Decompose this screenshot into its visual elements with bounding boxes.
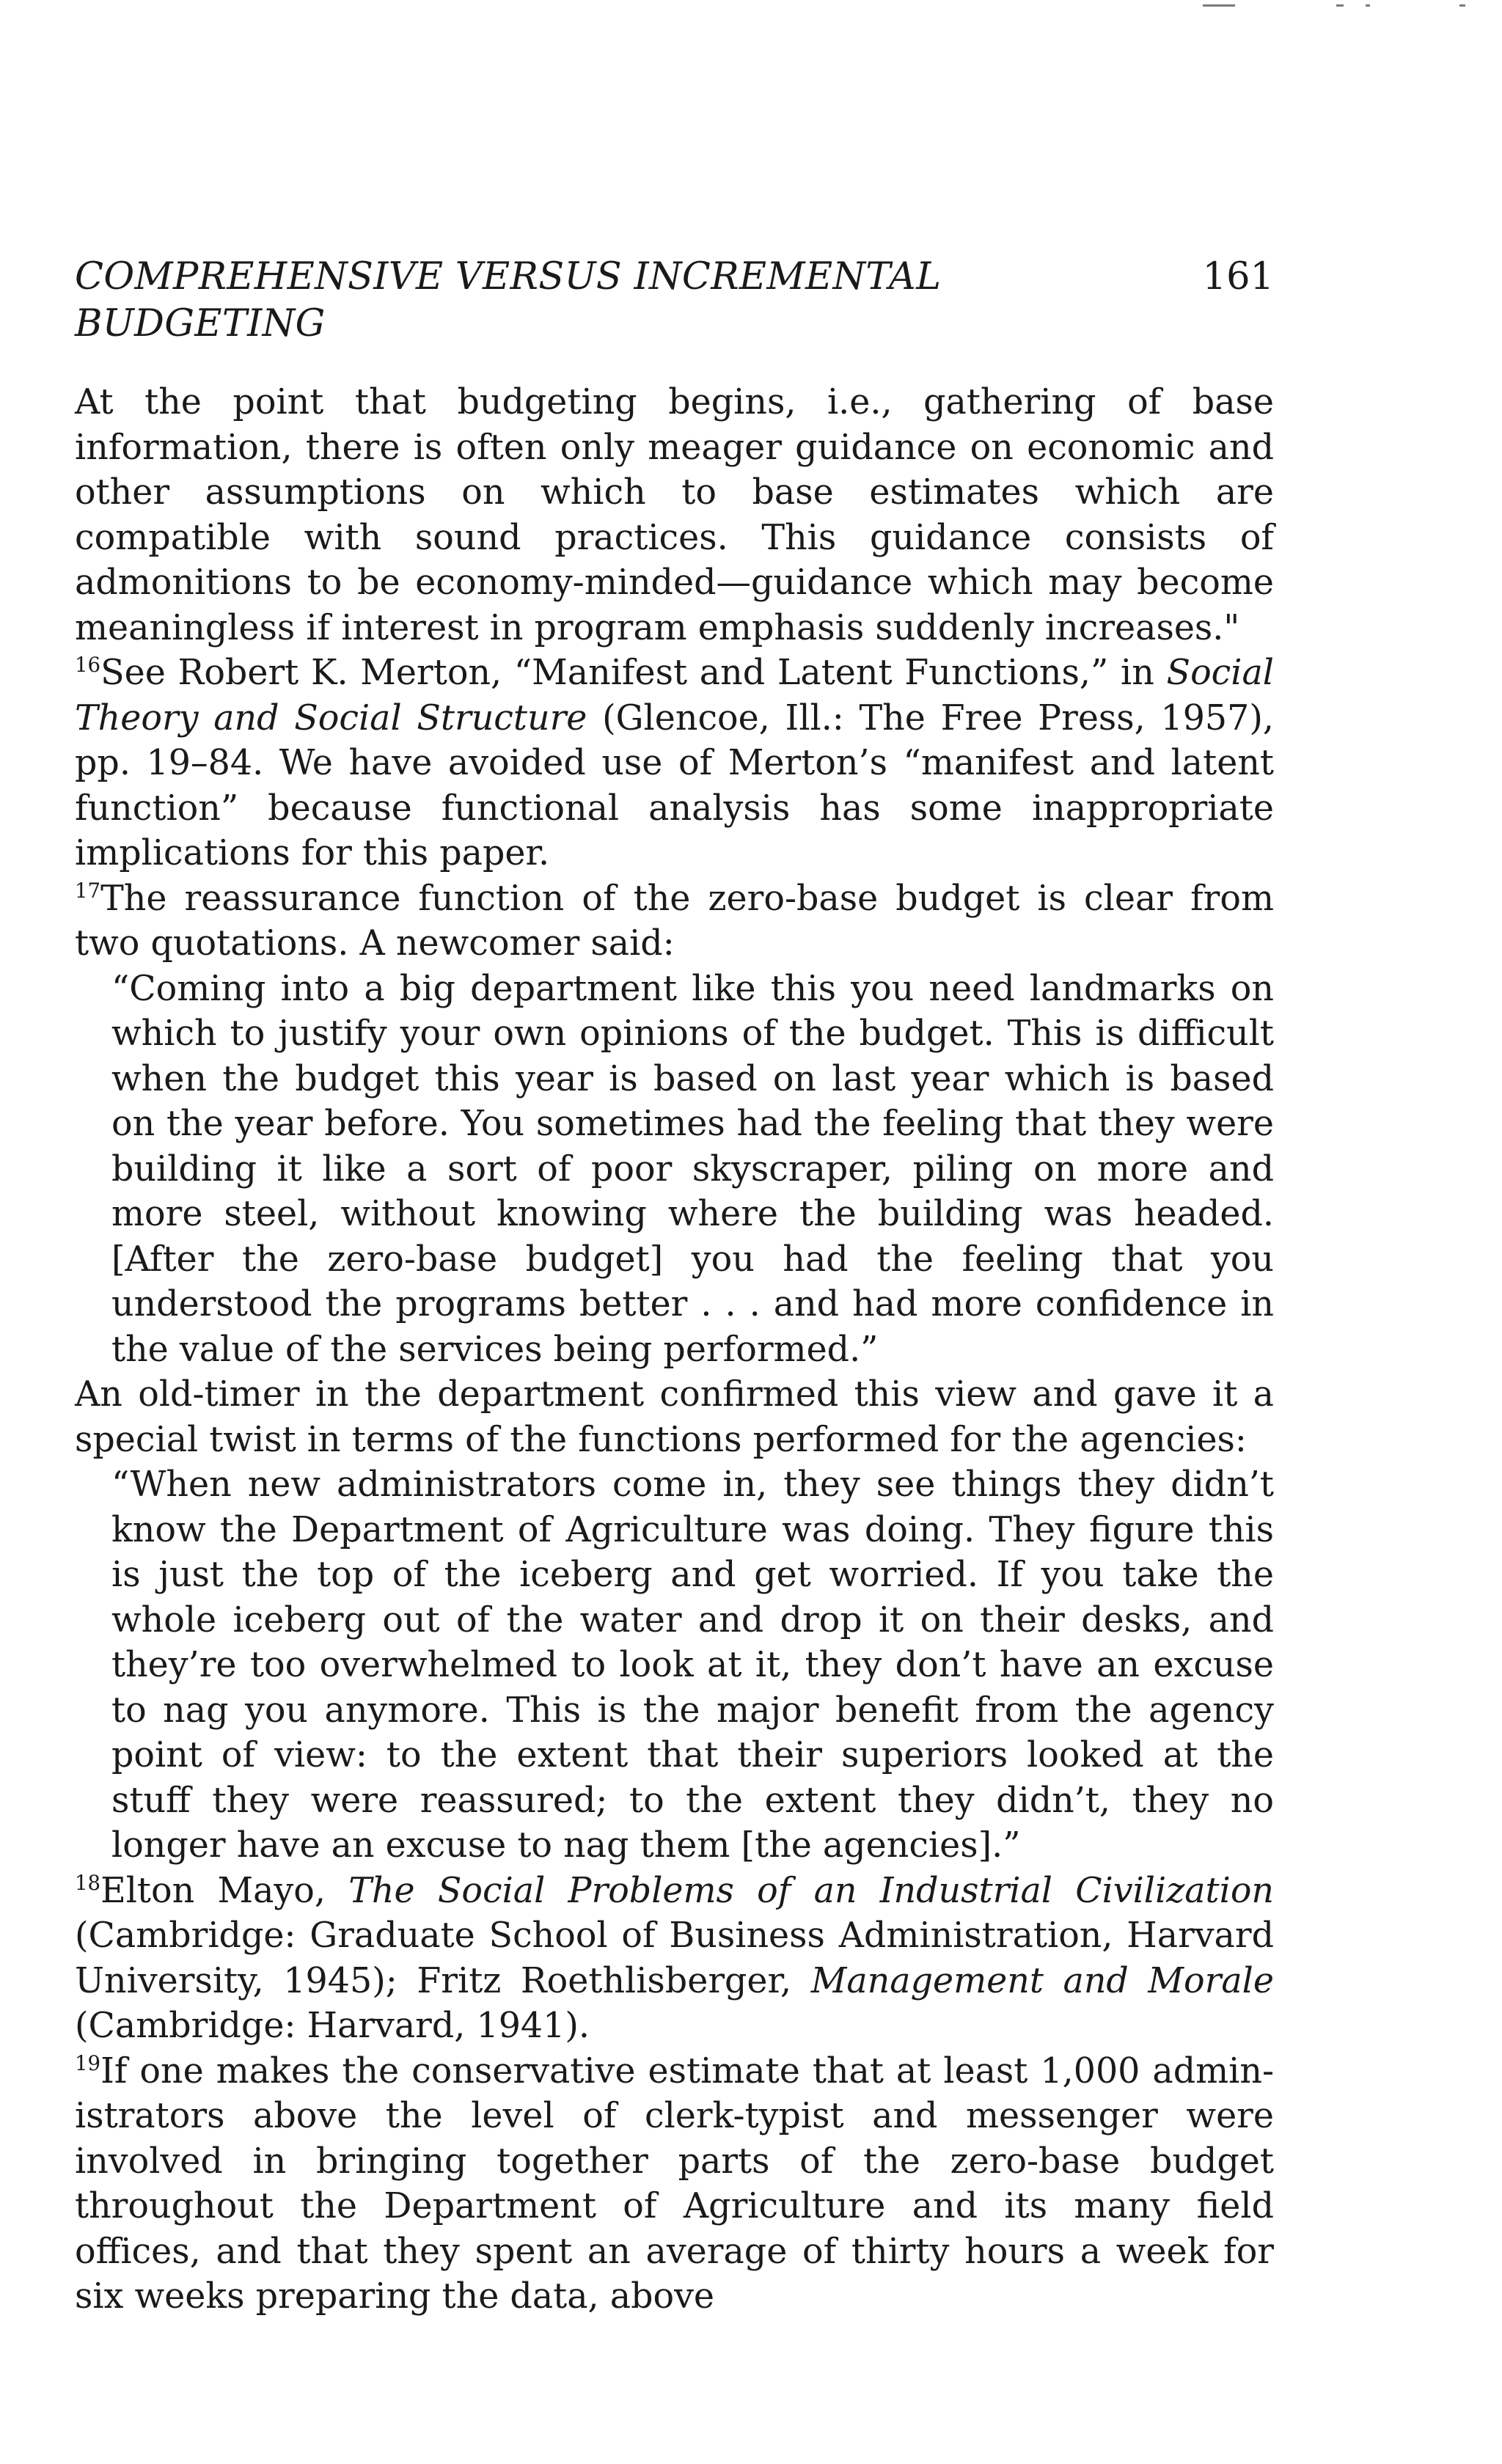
footnote-17-middle: An old-timer in the department confirmed this view and gave it a special twist in terms of the functions performed for the agencies: [75,1374,1274,1460]
running-head [75,254,1274,348]
book-title: Management and Morale [810,1960,1274,2001]
footnote-19: $^{19}$If one makes the conservative estimate that at least 1,000 administrators above the level of clerk-typist and messenger were involved in bringing together parts of the zero-base budget throughout the Department of Agriculture and its many field offices, and that they spent an average of thirty hours a week for six weeks preparing the data, above [75,2050,1274,2317]
footnote-16: $^{16}$See Robert K. Merton, “Manifest and Latent Functions,” in Social Theory and Social Structure (Glencoe, Ill.: The Free Press, 1957), pp. 19–84. We have avoided use of Merton’s “manifest and latent function” because functional analysis has some inappropriate implications for this paper. [75,653,1274,873]
chapter-title: COMPREHENSIVE VERSUS INCREMENTAL BUDGETING [75,255,942,345]
scan-edge-mark [1459,4,1465,7]
book-page [75,254,1274,2320]
scan-edge-mark [1366,4,1370,7]
footnote-number: 19 [75,2051,101,2075]
footnote-15-continuation: At the point that budgeting begins, i.e., gathering of base information, there is often only meager guidance on economic and other assumptions on which to base estimates which are compatible with sound practices. This guidance consists of admonitions to be economy-minded—guidance which may become meaningless if interest in program emphasis suddenly increases." [75,382,1274,648]
footnote-number: 16 [75,653,101,677]
scan-edge-mark [1336,4,1344,7]
footnote-number: 17 [75,879,101,903]
old-timer-quote: “When new administrators come in, they see things they didn’t know the Department of Agriculture was doing. They figure this is just the top of the iceberg and get worried. If you take the whole iceberg out of the water and drop it on their desks, and they’re too overwhelmed to look at it, they don’t have an excuse to nag you anymore. This is the major benefit from the agency point of view: to the extent that their superiors looked at the stuff they were reassured; to the extent they didn’t, they no longer have an excuse to nag them [the agencies].” [111,1464,1274,1866]
book-title: Social Theory and Social Structure [75,653,1274,738]
footnotes-body [75,380,1274,2320]
book-title: The Social Problems of an Industrial Civilization [348,1870,1275,1911]
footnote-number: 18 [75,1871,101,1895]
footnote-18: $^{18}$Elton Mayo, The Social Problems of an Industrial Civilization (Cambridge: Graduate School of Business Administration, Harvard University, 1945); Fritz Roethlisberger, Management and Morale (Cambridge: Harvard, 1941). [75,1870,1275,2046]
newcomer-quote: “Coming into a big department like this you need landmarks on which to justify your own opinions of the budget. This is difficult when the budget this year is based on last year which is based on the year before. You sometimes had the feeling that they were building it like a sort of poor skyscraper, piling on more and more steel, without knowing where the building was headed. [After the zero-base budget] you had the feeling that you understood the programs better . . . and had more confidence in the value of the services being performed.” [111,968,1274,1370]
footnote-17: $^{17}$The reassurance function of the zero-base budget is clear from two quotations. A newcomer said: [75,878,1274,964]
page-number: 161 [1202,255,1274,298]
scan-edge-mark [1203,4,1235,7]
